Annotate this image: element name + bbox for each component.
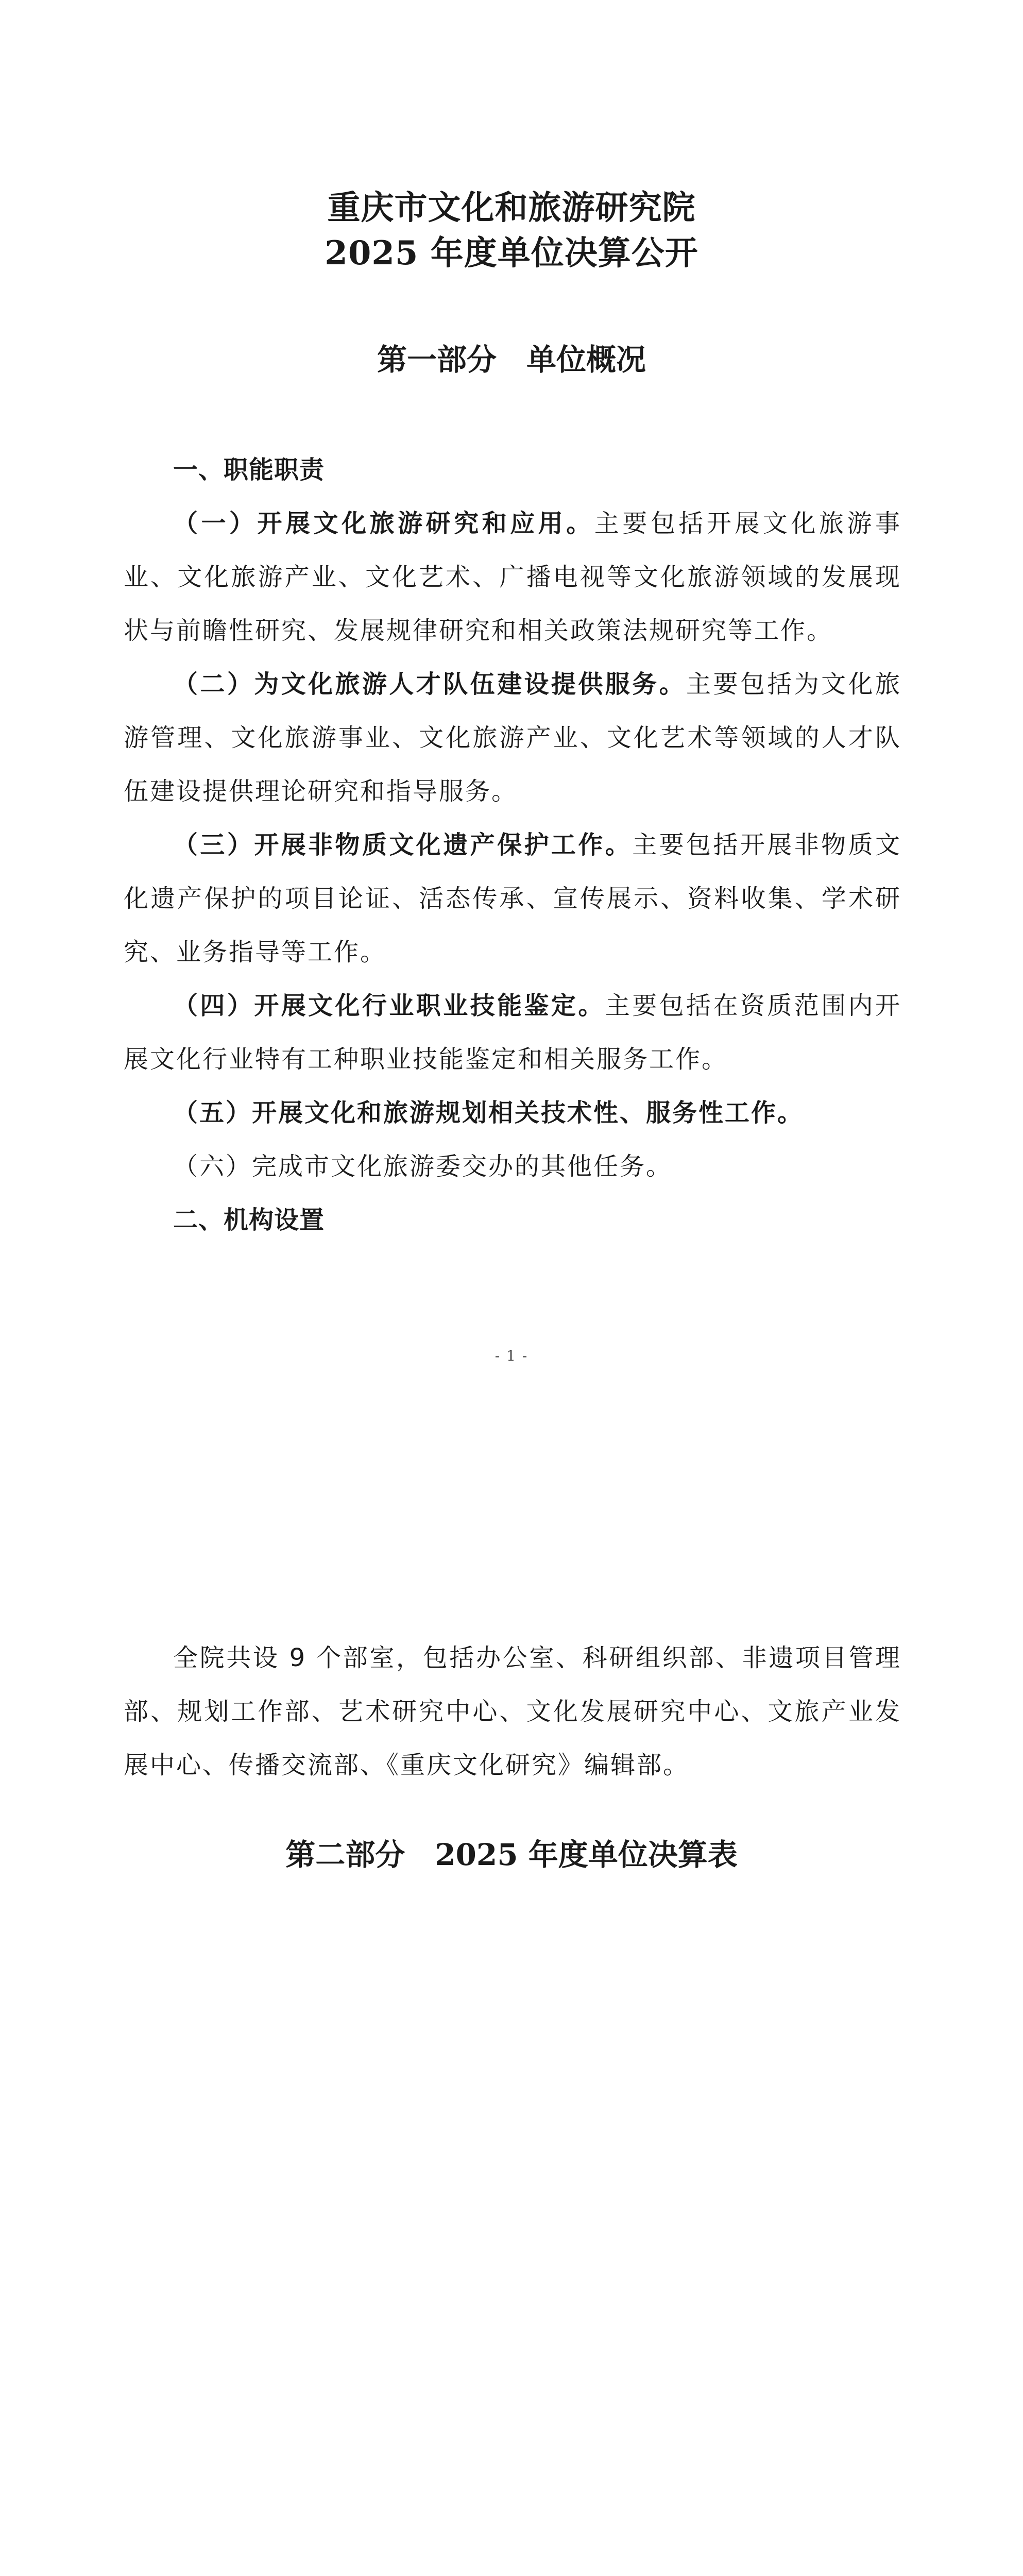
duty-item-2 bbox=[124, 657, 901, 818]
organization-paragraph: 全院共设 9 个部室，包括办公室、科研组织部、非遗项目管理部、规划工作部、艺术研究中心、文化发展研究中心、文旅产业发展中心、传播交流部、《重庆文化研究》编辑部。 bbox=[124, 1643, 901, 1780]
part-two-heading: 第二部分 2025 年度单位决算表 bbox=[285, 1837, 738, 1872]
duty-item-4 bbox=[124, 979, 901, 1086]
title-line-1: 重庆市文化和旅游研究院 bbox=[327, 189, 696, 227]
duty-item-3-text: 主要包括开展非物质文化遗产保护的项目论证、活态传承、宣传展示、资料收集、学术研究、业务指导等工作。 bbox=[124, 831, 901, 967]
section-heading-organization: 二、机构设置 bbox=[173, 1206, 325, 1234]
duty-item-5-lead: （五）开展文化和旅游规划相关技术性、服务性工作。 bbox=[173, 1098, 804, 1127]
duty-item-3-lead: （三）开展非物质文化遗产保护工作。 bbox=[173, 831, 633, 859]
organization-body bbox=[124, 1631, 901, 1792]
duty-item-6-lead: （六）完成市文化旅游委交办的其他任务。 bbox=[173, 1152, 673, 1181]
duty-item-4-lead: （四）开展文化行业职业技能鉴定。 bbox=[173, 991, 605, 1020]
duty-item-6 bbox=[124, 1140, 901, 1193]
title-line-2: 2025 年度单位决算公开 bbox=[325, 234, 698, 273]
document-page-2 bbox=[0, 1446, 1023, 2576]
section-heading-duties: 一、职能职责 bbox=[173, 455, 325, 484]
duty-item-5 bbox=[124, 1086, 901, 1140]
part-one-heading: 第一部分 单位概况 bbox=[377, 342, 646, 377]
duty-item-2-text: 主要包括为文化旅游管理、文化旅游事业、文化旅游产业、文化艺术等领域的人才队伍建设提供理论研究和指导服务。 bbox=[124, 670, 901, 806]
duty-item-4-text: 主要包括在资质范围内开展文化行业特有工种职业技能鉴定和相关服务工作。 bbox=[124, 991, 901, 1074]
duty-item-1-lead: （一）开展文化旅游研究和应用。 bbox=[173, 509, 594, 538]
document-title bbox=[0, 185, 1023, 276]
duty-item-1 bbox=[124, 497, 901, 657]
duty-item-3 bbox=[124, 818, 901, 979]
duty-item-1-text: 主要包括开展文化旅游事业、文化旅游产业、文化艺术、广播电视等文化旅游领域的发展现状与前瞻性研究、发展规律研究和相关政策法规研究等工作。 bbox=[124, 509, 901, 645]
page-number-1: - 1 - bbox=[495, 1347, 528, 1364]
duty-item-2-lead: （二）为文化旅游人才队伍建设提供服务。 bbox=[173, 670, 687, 699]
part-one-body bbox=[124, 443, 901, 1247]
